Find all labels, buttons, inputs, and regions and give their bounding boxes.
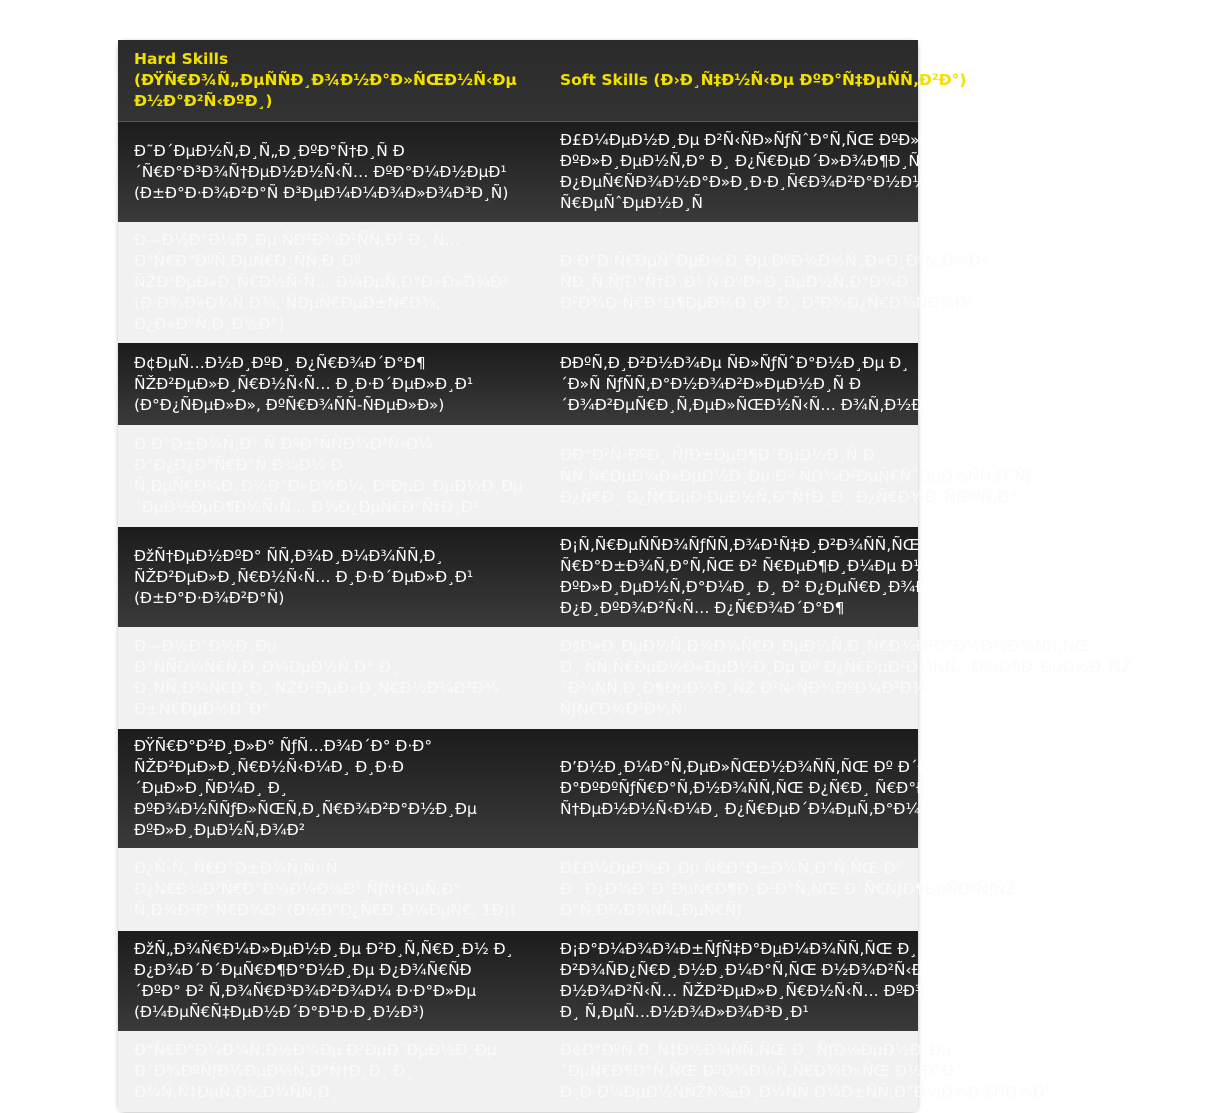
table-row [118, 222, 987, 343]
soft-skill-cell: ÐÐºÑ‚Ð¸Ð²Ð½Ð¾Ðµ ÑÐ»ÑƒÑˆÐ°Ð½Ð¸Ðµ Ð¸ ´Ð»Ñ ÑƒÑÑ‚Ð°Ð½Ð¾Ð²Ð»ÐµÐ½Ð¸Ñ Ð ´Ð¾Ð²ÐµÑ€Ð¸Ñ‚ÐµÐ»ÑŒÐ½Ñ‹Ñ… Ð¾Ñ‚Ð½Ð¾ÑˆÐµÐ½Ð¸Ð¹ [560, 353, 1045, 414]
table-row [118, 122, 1025, 222]
soft-skill-cell: Ð Ð°Ð·Ñ€ÐµÑˆÐµÐ½Ð¸Ðµ ÐºÐ¾Ð½Ñ„Ð»Ð¸ÐºÑ‚Ð¾Ð² ÑÐ¸Ñ‚ÑƒÐ°Ñ†Ð¸Ð¹ Ñ ÐºÐ»Ð¸ÐµÐ½Ñ‚Ð°Ð¼Ð¸ Ð²Ð¾Ð·Ñ€Ð°Ð¶ÐµÐ½Ð¸Ð¹ Ð¸ Ð²Ð¾Ð¿Ñ€Ð¾ÑÐ¾Ð² [560, 252, 987, 312]
hard-skill-cell: Ð˜Ð´ÐµÐ½Ñ‚Ð¸Ñ„Ð¸ÐºÐ°Ñ†Ð¸Ñ Ð ´Ñ€Ð°Ð³Ð¾Ñ†ÐµÐ½Ð½Ñ‹Ñ… ÐºÐ°Ð¼Ð½ÐµÐ¹ (Ð±Ð°Ð·Ð¾Ð²Ð°Ñ Ð³ÐµÐ¼Ð¼Ð¾Ð»Ð¾Ð³Ð¸Ñ) [134, 141, 509, 202]
hard-skill-cell: Ð Ð°Ð±Ð¾Ñ‚Ð° Ñ ÐºÐ°ÑÑÐ¾Ð²Ñ‹Ð¼ Ð°Ð¿Ð¿Ð°Ñ€Ð°Ñ‚Ð¾Ð¼ Ð¸ Ñ‚ÐµÑ€Ð¼Ð¸Ð½Ð°Ð»Ð¾Ð¼, Ð²ÐµÐ´ÐµÐ½Ð¸Ðµ ´ÐµÐ½ÐµÐ¶Ð½Ñ‹Ñ… Ð¾Ð¿ÐµÑ€Ð°Ñ†Ð¸Ð¹ [134, 435, 523, 516]
hard-skill-cell: Ð¿Ñ‹Ñ‚ Ñ€Ð°Ð±Ð¾Ñ‚Ñ‹ Ñ Ð¿Ñ€Ð¾Ð³Ñ€Ð°Ð¼Ð¼Ð¾Ð¹ ÑƒÑ‡ÐµÑ‚Ð° Ñ‚Ð¾Ð²Ð°Ñ€Ð¾Ð² (Ð½Ð°Ð¿Ñ€Ð¸Ð¼ÐµÑ€, 1Ð¡) [134, 859, 516, 919]
soft-skill-cell: Ð£Ð¼ÐµÐ½Ð¸Ðµ Ð²Ñ‹ÑÐ»ÑƒÑˆÐ°Ñ‚ÑŒ ÐºÐ»Ð¸ÐµÐ½Ñ‚Ð° ÐºÐ»Ð¸ÐµÐ½Ñ‚Ð° Ð¸ Ð¿Ñ€ÐµÐ´Ð»Ð¾Ð¶Ð¸Ñ‚ÑŒ Ð¿ÐµÑ€ÑÐ¾Ð½Ð°Ð»Ð¸Ð·Ð¸Ñ€Ð¾Ð²Ð°Ð½Ð½Ñ‹Ðµ Ñ€ÐµÑˆÐµÐ½Ð¸Ñ [560, 131, 1025, 212]
hard-skill-cell: ÐžÑ†ÐµÐ½ÐºÐ° ÑÑ‚Ð¾Ð¸Ð¼Ð¾ÑÑ‚Ð¸ ÑŽÐ²ÐµÐ»Ð¸Ñ€Ð½Ñ‹Ñ… Ð¸Ð·Ð´ÐµÐ»Ð¸Ð¹ (Ð±Ð°Ð·Ð¾Ð²Ð°Ñ) [134, 546, 474, 607]
soft-skill-cell: Ð¢Ð°ÐºÑ‚Ð¸Ñ‡Ð½Ð¾ÑÑ‚ÑŒ Ð¸ ÑƒÐ¼ÐµÐ½Ð¸Ðµ ´ÐµÑ€Ð¶Ð°Ñ‚ÑŒ ÐºÐ¾Ð½Ñ‚Ñ€Ð¾Ð»ÑŒ Ð½Ð°Ð´ Ð¸Ð·Ð¼ÐµÐ½ÑÑŽÑ‰Ð¸Ð¼ÑÑ Ð¾Ð±ÑÑ‚Ð°Ð½Ð¾Ð²ÐºÐ¾Ð¹ [560, 1041, 1051, 1101]
soft-skill-cell: ÐšÐ»Ð¸ÐµÐ½Ñ‚Ð¾Ð¾Ñ€Ð¸ÐµÐ½Ñ‚Ð¸Ñ€Ð¾Ð²Ð°Ð½Ð½Ð¾ÑÑ‚ÑŒ Ð¸ ÑÑ‚Ñ€ÐµÐ¼Ð»ÐµÐ½Ð¸Ðµ Ðº Ð¿Ñ€ÐµÐ²Ð¾ÑÑ…Ð¾Ð¶Ð´ÐµÐ½Ð¸ÑŽ ´Ð¾ÑÑ‚Ð¸Ð¶ÐµÐ½Ð¸ÑŽ Ð²Ñ‹ÑÐ¾ÐºÐ¾Ð³Ð¾ ÑƒÑ€Ð¾Ð²Ð½Ñ [560, 637, 1132, 718]
table-row [118, 729, 1036, 848]
hard-skill-cell: Ð¢ÐµÑ…Ð½Ð¸ÐºÐ¸ Ð¿Ñ€Ð¾Ð´Ð°Ð¶ ÑŽÐ²ÐµÐ»Ð¸Ñ€Ð½Ñ‹Ñ… Ð¸Ð·Ð´ÐµÐ»Ð¸Ð¹ (Ð°Ð¿ÑÐµÐ»Ð», ÐºÑ€Ð¾ÑÑ-ÑÐµÐ»Ð») [134, 353, 474, 414]
hard-skill-cell: Ð—Ð½Ð°Ð½Ð¸Ðµ Ð°ÑÑÐ¾Ñ€Ñ‚Ð¸Ð¼ÐµÐ½Ñ‚Ð° Ð¸ Ð¸ÑÑ‚Ð¾Ñ€Ð¸Ð¸ ÑŽÐ²ÐµÐ»Ð¸Ñ€Ð½Ð¾Ð³Ð¾ Ð±Ñ€ÐµÐ½Ð´Ð° [134, 637, 499, 718]
hard-skill-cell: ÐžÑ„Ð¾Ñ€Ð¼Ð»ÐµÐ½Ð¸Ðµ Ð²Ð¸Ñ‚Ñ€Ð¸Ð½ Ð¸ Ð¿Ð¾Ð´Ð´ÐµÑ€Ð¶Ð°Ð½Ð¸Ðµ Ð¿Ð¾Ñ€ÑÐ ´ÐºÐ° Ð² Ñ‚Ð¾Ñ€Ð³Ð¾Ð²Ð¾Ð¼ Ð·Ð°Ð»Ðµ (Ð¼ÐµÑ€Ñ‡ÐµÐ½Ð´Ð°Ð¹Ð·Ð¸Ð½Ð³) [134, 940, 514, 1021]
soft-skill-cell: ÐÐ°Ð²Ñ‹ÐºÐ¸ ÑƒÐ±ÐµÐ¶Ð´ÐµÐ½Ð¸Ñ Ð¸ ÑÑ‚Ñ€ÐµÐ¼Ð»ÐµÐ½Ð¸Ðµ Ðº ÑÐ¾Ð²ÐµÑ€ÑˆÐµÐ½ÑÑ‚Ð²Ñƒ Ð¿Ñ€Ð¸ Ð¿Ñ€ÐµÐ·ÐµÐ½Ñ‚Ð°Ñ†Ð¸Ð¸ Ð¿Ñ€Ð¾Ð´ÑƒÐºÑ‚Ð° [560, 445, 1032, 506]
table-row [118, 627, 1132, 729]
header-hard-skills: Hard Skills (ÐŸÑ€Ð¾Ñ„ÐµÑÑÐ¸Ð¾Ð½Ð°Ð»ÑŒÐ½Ñ‹Ðµ Ð½Ð°Ð²Ñ‹ÐºÐ¸) [134, 50, 517, 110]
soft-skill-cell: Ð¡Ð°Ð¼Ð¾Ð¾Ð±ÑƒÑ‡Ð°ÐµÐ¼Ð¾ÑÑ‚ÑŒ Ð¸ Ð³Ð¾Ñ‚Ð¾Ð²Ð½Ð¾ÑÑ‚ÑŒ Ð²Ð¾ÑÐ¿Ñ€Ð¸Ð½Ð¸Ð¼Ð°Ñ‚ÑŒ Ð½Ð¾Ð²Ñ‹Ðµ Ð·Ð½Ð°Ð½Ð¸Ñ Ð½Ð¾Ð²Ñ‹Ñ… ÑŽÐ²ÐµÐ»Ð¸Ñ€Ð½Ñ‹Ñ… ÐºÐ¾Ð»Ð»ÐµÐºÑ†Ð¸Ð¹ Ð¸ Ñ‚ÐµÑ…Ð½Ð¾Ð»Ð¾Ð³Ð¸Ð¹ [560, 940, 1140, 1021]
hard-skill-cell: ÐŸÑ€Ð°Ð²Ð¸Ð»Ð° ÑƒÑ…Ð¾Ð´Ð° Ð·Ð° ÑŽÐ²ÐµÐ»Ð¸Ñ€Ð½Ñ‹Ð¼Ð¸ Ð¸Ð·Ð ´ÐµÐ»Ð¸ÑÐ¼Ð¸ Ð¸ ÐºÐ¾Ð½ÑÑƒÐ»ÑŒÑ‚Ð¸Ñ€Ð¾Ð²Ð°Ð½Ð¸Ðµ ÐºÐ»Ð¸ÐµÐ½Ñ‚Ð¾Ð² [134, 737, 477, 839]
table-row [118, 425, 1032, 527]
soft-skill-cell: Ð’Ð½Ð¸Ð¼Ð°Ñ‚ÐµÐ»ÑŒÐ½Ð¾ÑÑ‚ÑŒ Ðº Ð´ÐµÑ‚Ð°Ð»ÑÐ¼ Ð°ÐºÐºÑƒÑ€Ð°Ñ‚Ð½Ð¾ÑÑ‚ÑŒ Ð¿Ñ€Ð¸ Ñ€Ð°Ð±Ð¾Ñ‚Ðµ Ñ†ÐµÐ½Ð½Ñ‹Ð¼Ð¸ Ð¿Ñ€ÐµÐ´Ð¼ÐµÑ‚Ð°Ð¼Ð¸ [560, 758, 1036, 818]
table-row [118, 1031, 1051, 1112]
hard-skill-cell: Ð“Ñ€Ð°Ð¼Ð¾Ñ‚Ð½Ð¾Ðµ Ð²ÐµÐ´ÐµÐ½Ð¸Ðµ Ð´Ð¾ÐºÑƒÐ¼ÐµÐ½Ñ‚Ð°Ñ†Ð¸Ð¸ Ð¸ Ð¾Ñ‚Ñ‡ÐµÑ‚Ð½Ð¾ÑÑ‚Ð¸ [134, 1041, 497, 1101]
hard-skill-cell: Ð—Ð½Ð°Ð½Ð¸Ðµ ÑÐ²Ð¾Ð¹ÑÑ‚Ð² Ð¸ Ñ… Ð°Ñ€Ð°ÐºÑ‚ÐµÑ€Ð¸ÑÑ‚Ð¸Ðº ÑŽÐ²ÐµÐ»Ð¸Ñ€Ð½Ñ‹Ñ… Ð¼ÐµÑ‚Ð°Ð»Ð»Ð¾Ð² (Ð·Ð¾Ð»Ð¾Ñ‚Ð¾, ÑÐµÑ€ÐµÐ±Ñ€Ð¾, Ð¿Ð»Ð°Ñ‚Ð¸Ð½Ð°) [134, 231, 509, 333]
header-soft-skills: Soft Skills (Ð›Ð¸Ñ‡Ð½Ñ‹Ðµ ÐºÐ°Ñ‡ÐµÑÑ‚Ð²Ð°) [560, 71, 967, 89]
table-row [118, 848, 1017, 931]
table-row [118, 343, 1045, 425]
table-row [118, 527, 1225, 627]
skills-table [118, 40, 1225, 1112]
table-row [118, 931, 1140, 1031]
table-header [118, 40, 967, 122]
soft-skill-cell: Ð£Ð¼ÐµÐ½Ð¸Ðµ Ñ€Ð°Ð±Ð¾Ñ‚Ð°Ñ‚ÑŒ Ð² Ð¸ Ð¿Ð¾Ð´Ð´ÐµÑ€Ð¶Ð¸Ð²Ð°Ñ‚ÑŒ Ð´Ñ€ÑƒÐ¶ÐµÑÐºÑƒÑŽ Ð°Ñ‚Ð¼Ð¾ÑÑ„ÐµÑ€Ñƒ [560, 859, 1017, 919]
soft-skill-cell: Ð¡Ñ‚Ñ€ÐµÑÑÐ¾ÑƒÑÑ‚Ð¾Ð¹Ñ‡Ð¸Ð²Ð¾ÑÑ‚ÑŒ Ñ€Ð°Ð±Ð¾Ñ‚Ð°Ñ‚ÑŒ Ð² Ñ€ÐµÐ¶Ð¸Ð¼Ðµ Ð¼Ð½Ð¾Ð³Ð¾Ð·Ð°Ð´Ð°Ñ‡Ð½Ð¾ÑÑ‚Ð¸ ÐºÐ»Ð¸ÐµÐ½Ñ‚Ð°Ð¼Ð¸ Ð¸ Ð² Ð¿ÐµÑ€Ð¸Ð¾Ð´Ñ‹ Ð¿Ð¸ÐºÐ¾Ð²Ñ‹Ñ… Ð¿Ñ€Ð¾Ð´Ð°Ð¶ [560, 536, 1225, 617]
